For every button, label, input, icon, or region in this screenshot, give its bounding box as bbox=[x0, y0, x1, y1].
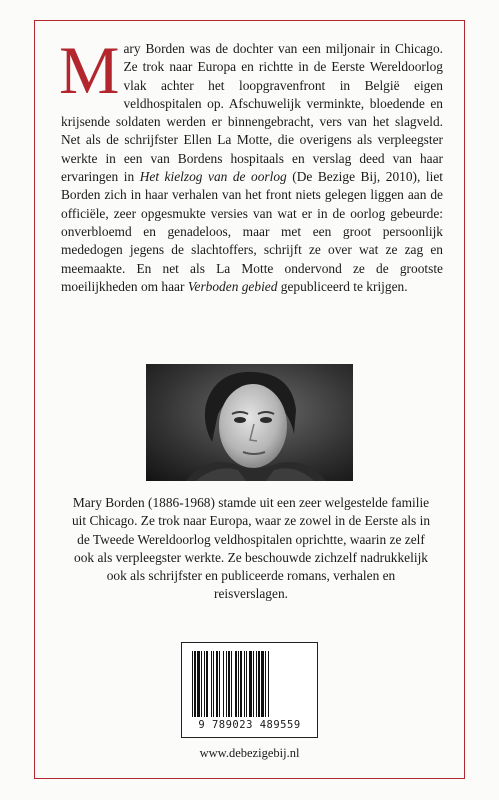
barcode-bar bbox=[258, 651, 260, 717]
barcode-bar bbox=[194, 651, 196, 717]
barcode-bar bbox=[244, 651, 245, 717]
barcode-bar bbox=[223, 651, 224, 717]
blurb-middle: (De Bezige Bij, 2010), liet Borden zich in haar verhalen van het front niets gelegen liggen aan de officiële, zeer opgesmukte versies van wat er in de oorlog gebeurde: onverbloemd en genadeloos, maar met een groot persoonlijk mededogen jegens de slachtoffers, schrijft ze over wat ze zag en meemaakte. En net als La Motte ondervond ze de grootste moeilijkheden om haar bbox=[61, 169, 443, 294]
barcode-bar bbox=[228, 651, 230, 717]
barcode-bar bbox=[246, 651, 247, 717]
barcode-bar bbox=[261, 651, 264, 717]
barcode-bar bbox=[211, 651, 212, 717]
barcode-bar bbox=[197, 651, 200, 717]
blurb-tail: gepubliceerd te krijgen. bbox=[277, 278, 408, 294]
barcode bbox=[181, 642, 318, 738]
publisher-website: www.debezigebij.nl bbox=[199, 746, 300, 760]
barcode-bar bbox=[192, 651, 193, 717]
barcode-bar bbox=[219, 651, 220, 717]
barcode-bar bbox=[265, 651, 266, 717]
barcode-bar bbox=[256, 651, 257, 717]
barcode-bar bbox=[213, 651, 214, 717]
author-bio: Mary Borden (1886-1968) stamde uit een zeer welgestelde familie uit Chicago. Ze trok naar Europa, waar ze zowel in de Eerste als in de Tweede Wereldoorlog veldhospitalen oprichtte, waarin ze zelf ook als verpleegster werkte. Ze beschouwde zichzelf nadrukkelijk ook als schrijfster en publiceerde romans, verhalen en reisverslagen. bbox=[71, 495, 431, 602]
portrait-image bbox=[146, 364, 353, 481]
blurb-paragraph bbox=[59, 32, 443, 296]
book-title-kielzog: Het kielzog van de oorlog bbox=[139, 169, 287, 185]
book-title-verboden-gebied: Verboden gebied bbox=[187, 278, 278, 294]
barcode-bar bbox=[249, 651, 252, 717]
author-portrait bbox=[146, 364, 353, 481]
barcode-bar bbox=[268, 651, 269, 717]
barcode-bar bbox=[240, 651, 242, 717]
barcode-bar bbox=[235, 651, 237, 717]
drop-cap: M bbox=[59, 32, 120, 108]
barcode-bar bbox=[204, 651, 205, 717]
barcode-bars bbox=[192, 651, 309, 717]
barcode-bar bbox=[206, 651, 208, 717]
isbn-number: 9 789023 489559 bbox=[198, 719, 301, 731]
barcode-bar bbox=[238, 651, 239, 717]
blurb-text bbox=[59, 32, 443, 296]
barcode-bar bbox=[231, 651, 232, 717]
blurb-lead: ary Borden was de dochter van een miljonair in Chicago. Ze trok naar Europa en richtte in de Eerste Wereldoorlog vlak achter het loopgravenfront in België eigen veldhospitalen op. Afschuwelijk verminkte, bloedende en krijsende soldaten werden er binnengebracht, vers van het slagveld. Net als de schrijfster Ellen La Motte, die overigens als verpleegster werkte in een van Bordens hospitaals en verslag deed van haar ervaringen in bbox=[61, 41, 443, 185]
barcode-bar bbox=[226, 651, 227, 717]
barcode-bar bbox=[253, 651, 254, 717]
barcode-bar bbox=[216, 651, 218, 717]
barcode-bar bbox=[201, 651, 202, 717]
